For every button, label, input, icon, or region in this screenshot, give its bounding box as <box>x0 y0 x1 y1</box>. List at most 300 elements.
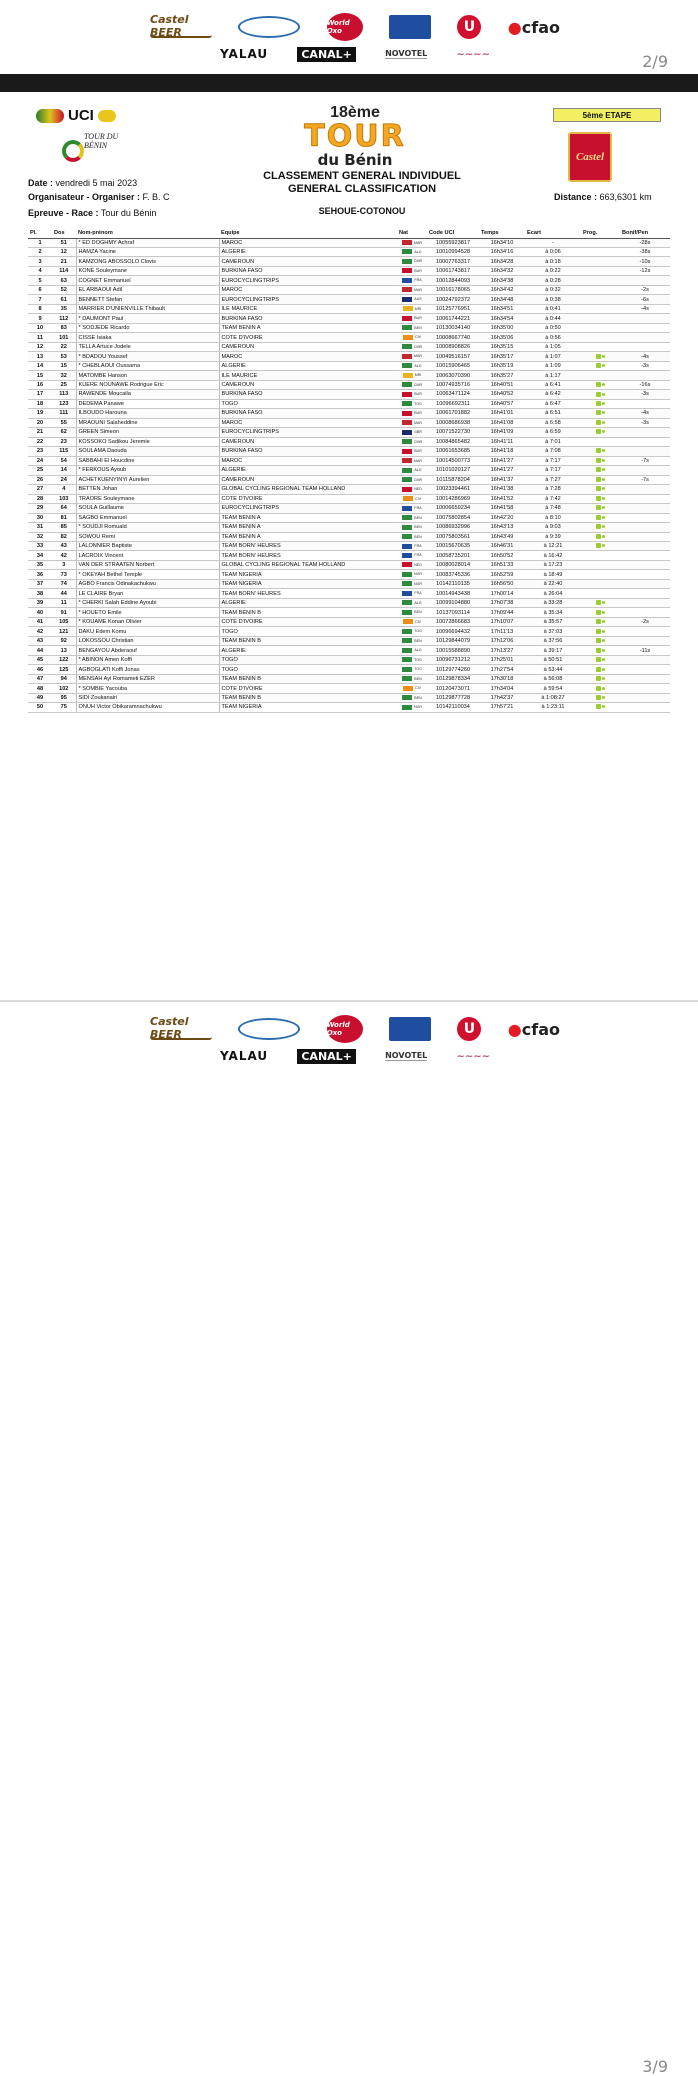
canal-plus-logo: CANAL+ <box>297 47 356 62</box>
cell-time: 16h43'49 <box>479 532 525 541</box>
cfao-logo: ● cfao <box>507 1019 560 1039</box>
u-sponsor-logo: U <box>457 15 481 39</box>
castel-logo: Castel <box>568 132 612 182</box>
cell-rider-name: TELLA Artuce Jodele <box>76 342 219 351</box>
cell-rider-name: * DAUMONT Paul <box>76 314 219 323</box>
flag-icon <box>402 525 412 530</box>
cell-nat <box>397 475 427 484</box>
flag-icon <box>402 458 412 463</box>
flag-icon <box>402 581 412 586</box>
cell-rider-name: * ED DOGHMY Achraf <box>76 238 219 247</box>
cell-rider-name: * SOMBIE Yacouba <box>76 684 219 693</box>
cell-team: BURKINA FASO <box>219 390 397 399</box>
nat-code: MRI <box>414 373 422 378</box>
table-row <box>28 333 670 342</box>
cell-team: EUROCYCLINGTRIPS <box>219 504 397 513</box>
cell-gap: à 35:57 <box>525 617 581 626</box>
progress-dot-icon <box>602 383 605 386</box>
cell-bonif <box>620 579 670 588</box>
signature-sponsor-logo: ~~~~ <box>456 48 490 60</box>
cell-bib: 35 <box>52 304 76 313</box>
cell-time: 17h25'01 <box>479 655 525 664</box>
progress-jersey-icon <box>596 410 601 415</box>
yalau-logo: YALAU <box>220 47 269 61</box>
flag-icon <box>402 534 412 539</box>
cell-uci-code: 10099104880 <box>427 598 479 607</box>
progress-jersey-icon <box>596 629 601 634</box>
flag-icon <box>402 610 412 615</box>
cell-gap: à 1:08:27 <box>525 693 581 702</box>
cell-bib: 94 <box>52 674 76 683</box>
nat-code: TOG <box>414 401 422 406</box>
cell-bonif <box>620 674 670 683</box>
cell-team: TEAM BENIN B <box>219 636 397 645</box>
cell-nat <box>397 560 427 569</box>
cell-uci-code: 10129844079 <box>427 636 479 645</box>
cell-place: 15 <box>28 371 52 380</box>
cell-nat <box>397 352 427 361</box>
cell-bonif: -11s <box>620 646 670 655</box>
cell-place: 25 <box>28 466 52 475</box>
cell-place: 5 <box>28 276 52 285</box>
cell-place: 37 <box>28 579 52 588</box>
cell-nat <box>397 665 427 674</box>
flag-icon <box>403 373 413 378</box>
cell-nat <box>397 295 427 304</box>
nat-code: ALG <box>414 363 422 368</box>
cell-gap: à 1:07 <box>525 352 581 361</box>
nat-code: FRA <box>414 506 422 511</box>
cell-uci-code: 10084865482 <box>427 437 479 446</box>
cell-team: BURKINA FASO <box>219 266 397 275</box>
cell-bonif: -38s <box>620 247 670 256</box>
cell-team: ILE MAURICE <box>219 304 397 313</box>
progress-jersey-icon <box>596 515 601 520</box>
cell-bib: 42 <box>52 551 76 560</box>
cell-team: ALGERIE <box>219 247 397 256</box>
cell-gap: à 9:03 <box>525 523 581 532</box>
cell-time: 17h57'21 <box>479 703 525 712</box>
cell-prog <box>581 266 620 275</box>
cell-team: EUROCYCLINGTRIPS <box>219 295 397 304</box>
cell-time: 17h27'54 <box>479 665 525 674</box>
cell-prog <box>581 617 620 626</box>
cell-gap: à 0:32 <box>525 285 581 294</box>
organiser-value: F. B. C <box>142 192 170 202</box>
cell-uci-code: 10075803561 <box>427 532 479 541</box>
cell-bib: 123 <box>52 399 76 408</box>
cell-team: COTE D'IVOIRE <box>219 333 397 342</box>
cell-gap: à 37:03 <box>525 627 581 636</box>
cell-bonif <box>620 523 670 532</box>
date-line <box>28 178 137 188</box>
cell-nat <box>397 428 427 437</box>
flag-icon <box>402 562 412 567</box>
cell-bonif <box>620 437 670 446</box>
cell-gap: à 0:28 <box>525 276 581 285</box>
nat-code: ALG <box>414 600 422 605</box>
cell-bonif: -4s <box>620 409 670 418</box>
progress-dot-icon <box>602 677 605 680</box>
table-row <box>28 323 670 332</box>
cell-place: 6 <box>28 285 52 294</box>
flag-icon <box>402 268 412 273</box>
cell-time: 16h41'01 <box>479 409 525 418</box>
flag-icon <box>402 544 412 549</box>
cell-prog <box>581 494 620 503</box>
flag-icon <box>402 506 412 511</box>
cell-nat <box>397 399 427 408</box>
wheel-icon <box>62 140 84 162</box>
cell-gap: à 56:08 <box>525 674 581 683</box>
cell-nat <box>397 579 427 588</box>
col-prog: Prog. <box>581 229 620 238</box>
cell-uci-code: 10061743817 <box>427 266 479 275</box>
progress-jersey-icon <box>596 429 601 434</box>
novotel-logo: NOVOTEL <box>385 49 428 58</box>
cell-rider-name: COGNET Emmanuel <box>76 276 219 285</box>
cell-bib: 102 <box>52 684 76 693</box>
cell-prog <box>581 589 620 598</box>
cell-gap: à 18:49 <box>525 570 581 579</box>
table-row <box>28 504 670 513</box>
cell-bonif <box>620 636 670 645</box>
cell-uci-code: 10086932996 <box>427 523 479 532</box>
cell-uci-code: 10061701882 <box>427 409 479 418</box>
cell-bonif: -3s <box>620 361 670 370</box>
cell-rider-name: * BDADOU Youssef <box>76 352 219 361</box>
cell-time: 16h50'52 <box>479 551 525 560</box>
cell-prog <box>581 513 620 522</box>
nat-code: MAR <box>414 458 422 463</box>
cell-place: 29 <box>28 504 52 513</box>
page-indicator-bottom: 3/9 <box>642 2057 668 2076</box>
distance-label: Distance : <box>554 192 598 202</box>
cell-prog <box>581 342 620 351</box>
cell-place: 4 <box>28 266 52 275</box>
progress-jersey-icon <box>596 667 601 672</box>
cell-bonif: -12s <box>620 266 670 275</box>
flag-icon <box>402 344 412 349</box>
cell-bib: 121 <box>52 627 76 636</box>
cell-bib: 101 <box>52 333 76 342</box>
table-row <box>28 314 670 323</box>
cell-uci-code: 10074935716 <box>427 380 479 389</box>
cell-bib: 85 <box>52 523 76 532</box>
flag-icon <box>402 657 412 662</box>
cell-rider-name: MATOMBE Hanson <box>76 371 219 380</box>
cell-time: 16h41'37 <box>479 475 525 484</box>
cell-rider-name: DEDEMA Panawe <box>76 399 219 408</box>
cell-bib: 11 <box>52 598 76 607</box>
table-row <box>28 466 670 475</box>
yalau-logo: YALAU <box>220 1049 269 1063</box>
cell-bib: 113 <box>52 390 76 399</box>
cell-bonif: -3s <box>620 418 670 427</box>
table-row <box>28 551 670 560</box>
nat-code: NGR <box>414 572 422 577</box>
cell-bonif <box>620 333 670 342</box>
cell-nat <box>397 646 427 655</box>
cell-time: 16h41'18 <box>479 447 525 456</box>
table-row <box>28 693 670 702</box>
cell-prog <box>581 314 620 323</box>
cell-rider-name: BENGAYOU Abderaouf <box>76 646 219 655</box>
cell-nat <box>397 257 427 266</box>
cell-rider-name: KOSSOKO Sadikou Jeremie <box>76 437 219 446</box>
cell-bib: 64 <box>52 504 76 513</box>
cell-uci-code: 10125776951 <box>427 304 479 313</box>
table-row <box>28 409 670 418</box>
cell-gap: à 1:17 <box>525 371 581 380</box>
cell-bib: 51 <box>52 238 76 247</box>
cell-time: 16h34'51 <box>479 304 525 313</box>
cell-rider-name: SOULAMA Daouda <box>76 447 219 456</box>
progress-dot-icon <box>602 535 605 538</box>
nat-code: NGR <box>414 705 422 710</box>
cell-bib: 112 <box>52 314 76 323</box>
cell-team: BURKINA FASO <box>219 409 397 418</box>
progress-dot-icon <box>602 516 605 519</box>
nat-code: CIV <box>415 496 421 501</box>
race-label: Epreuve - Race : <box>28 208 99 218</box>
cell-time: 16h41'38 <box>479 485 525 494</box>
cell-team: ALGERIE <box>219 466 397 475</box>
cell-gap: à 0:22 <box>525 266 581 275</box>
progress-dot-icon <box>602 449 605 452</box>
cell-bonif <box>620 693 670 702</box>
cell-team: EUROCYCLINGTRIPS <box>219 276 397 285</box>
table-body <box>28 238 670 712</box>
table-row <box>28 390 670 399</box>
cell-rider-name: * CHERKI Salah Eddine Ayoubi <box>76 598 219 607</box>
cell-prog <box>581 655 620 664</box>
cell-gap: à 6:41 <box>525 380 581 389</box>
progress-jersey-icon <box>596 524 601 529</box>
cell-prog <box>581 371 620 380</box>
cell-nat <box>397 409 427 418</box>
cell-bib: 21 <box>52 257 76 266</box>
cell-uci-code: 10063471124 <box>427 390 479 399</box>
cell-uci-code: 10015588890 <box>427 646 479 655</box>
cell-place: 10 <box>28 323 52 332</box>
cell-place: 7 <box>28 295 52 304</box>
cell-time: 16h43'13 <box>479 523 525 532</box>
cell-nat <box>397 684 427 693</box>
cell-prog <box>581 456 620 465</box>
novotel-logo: NOVOTEL <box>385 1051 428 1060</box>
cell-bib: 111 <box>52 409 76 418</box>
cell-prog <box>581 703 620 712</box>
nat-code: FRA <box>414 278 422 283</box>
castel-beer-logo: Castel BEER <box>150 1018 212 1040</box>
table-row <box>28 361 670 370</box>
cell-bib: 82 <box>52 532 76 541</box>
oval-sponsor-logo <box>238 16 300 38</box>
route-label: SEHOUE-COTONOU <box>318 206 406 216</box>
cell-rider-name: ONUH Victor Obikaramnachukwu <box>76 703 219 712</box>
cell-nat <box>397 523 427 532</box>
cell-time: 17h11'13 <box>479 627 525 636</box>
castel-beer-logo: Castel BEER <box>150 16 212 38</box>
cell-place: 42 <box>28 627 52 636</box>
cell-place: 50 <box>28 703 52 712</box>
cell-prog <box>581 560 620 569</box>
cell-team: CAMEROUN <box>219 437 397 446</box>
cell-gap: à 0:38 <box>525 295 581 304</box>
cell-team: BURKINA FASO <box>219 314 397 323</box>
progress-jersey-icon <box>596 420 601 425</box>
cell-prog <box>581 608 620 617</box>
progress-dot-icon <box>602 696 605 699</box>
progress-dot-icon <box>602 639 605 642</box>
cell-rider-name: LACROIX Vincent <box>76 551 219 560</box>
cell-bib: 44 <box>52 589 76 598</box>
nat-code: BUR <box>414 316 422 321</box>
table-row <box>28 636 670 645</box>
cell-place: 8 <box>28 304 52 313</box>
progress-dot-icon <box>602 506 605 509</box>
cell-time: 16h52'59 <box>479 570 525 579</box>
cell-time: 16h35'17 <box>479 352 525 361</box>
cell-nat <box>397 494 427 503</box>
progress-jersey-icon <box>596 534 601 539</box>
cell-nat <box>397 598 427 607</box>
cell-gap: à 7:17 <box>525 466 581 475</box>
uci-text: UCI <box>68 107 94 124</box>
cell-bonif <box>620 504 670 513</box>
cell-bib: 32 <box>52 371 76 380</box>
cell-bonif <box>620 608 670 617</box>
cell-nat <box>397 674 427 683</box>
cell-team: GLOBAL CYCLING REGIONAL TEAM HOLLAND <box>219 560 397 569</box>
cell-place: 39 <box>28 598 52 607</box>
cell-bonif <box>620 589 670 598</box>
cell-gap: à 35:34 <box>525 608 581 617</box>
cell-rider-name: RAWENDE Moucaila <box>76 390 219 399</box>
cell-place: 33 <box>28 542 52 551</box>
cell-team: CAMEROUN <box>219 475 397 484</box>
nat-code: BUR <box>414 449 422 454</box>
cell-nat <box>397 333 427 342</box>
progress-dot-icon <box>602 620 605 623</box>
cell-gap: à 6:47 <box>525 399 581 408</box>
progress-jersey-icon <box>596 486 601 491</box>
cell-nat <box>397 570 427 579</box>
cell-team: ALGERIE <box>219 598 397 607</box>
table-row <box>28 342 670 351</box>
table-row <box>28 352 670 361</box>
cell-time: 16h51'33 <box>479 560 525 569</box>
cell-bib: 52 <box>52 285 76 294</box>
cell-uci-code: 10015670635 <box>427 542 479 551</box>
cell-bonif <box>620 485 670 494</box>
cell-uci-code: 10101020127 <box>427 466 479 475</box>
nat-code: NGR <box>414 581 422 586</box>
cell-gap: à 12:21 <box>525 542 581 551</box>
cell-uci-code: 10142110034 <box>427 703 479 712</box>
col-uci-code: Code UCI <box>427 229 479 238</box>
cell-rider-name: KAMZONG ABOSSOLO Clovis <box>76 257 219 266</box>
cell-nat <box>397 504 427 513</box>
cell-place: 44 <box>28 646 52 655</box>
cell-place: 24 <box>28 456 52 465</box>
cell-bib: 24 <box>52 475 76 484</box>
progress-jersey-icon <box>596 610 601 615</box>
cell-gap: à 16:42 <box>525 551 581 560</box>
progress-jersey-icon <box>596 401 601 406</box>
table-row <box>28 447 670 456</box>
cell-time: 17h09'44 <box>479 608 525 617</box>
progress-jersey-icon <box>596 382 601 387</box>
cell-gap: à 9:39 <box>525 532 581 541</box>
flag-icon <box>402 487 412 492</box>
cell-bib: 53 <box>52 352 76 361</box>
cell-uci-code: 10129877728 <box>427 693 479 702</box>
cell-bonif: -7s <box>620 456 670 465</box>
progress-dot-icon <box>602 497 605 500</box>
nat-code: BEN <box>414 534 422 539</box>
cell-time: 17h13'27 <box>479 646 525 655</box>
cell-bonif <box>620 598 670 607</box>
cell-gap: à 7:27 <box>525 475 581 484</box>
cell-nat <box>397 655 427 664</box>
cell-uci-code: 10024792372 <box>427 295 479 304</box>
cell-gap: à 33:28 <box>525 598 581 607</box>
nat-code: BUR <box>414 268 422 273</box>
cell-time: 16h35'00 <box>479 323 525 332</box>
cell-team: ALGERIE <box>219 361 397 370</box>
cell-bonif <box>620 560 670 569</box>
progress-dot-icon <box>602 402 605 405</box>
cell-gap: à 53:44 <box>525 665 581 674</box>
cell-team: ILE MAURICE <box>219 371 397 380</box>
cell-uci-code: 10063070390 <box>427 371 479 380</box>
cell-bib: 43 <box>52 542 76 551</box>
cell-uci-code: 10023394461 <box>427 485 479 494</box>
cell-team: TOGO <box>219 665 397 674</box>
nat-code: CIV <box>415 686 421 691</box>
cell-bib: 75 <box>52 703 76 712</box>
cell-prog <box>581 304 620 313</box>
cell-uci-code: 10008686938 <box>427 418 479 427</box>
cell-bib: 92 <box>52 636 76 645</box>
cell-nat <box>397 314 427 323</box>
cell-uci-code: 10016178065 <box>427 285 479 294</box>
cell-bonif: -2s <box>620 285 670 294</box>
cell-rider-name: MARRIER D'UNIENVILLE Thibault <box>76 304 219 313</box>
cell-rider-name: EL ARBAOUI Adil <box>76 285 219 294</box>
cell-time: 16h41'52 <box>479 494 525 503</box>
progress-dot-icon <box>602 630 605 633</box>
col-place: Pl. <box>28 229 52 238</box>
progress-jersey-icon <box>596 600 601 605</box>
cell-team: COTE D'IVOIRE <box>219 494 397 503</box>
cell-team: MAROC <box>219 352 397 361</box>
cell-bib: 114 <box>52 266 76 275</box>
cell-place: 46 <box>28 665 52 674</box>
blue-sponsor-logo <box>389 1017 431 1041</box>
cell-prog <box>581 466 620 475</box>
flag-icon <box>402 638 412 643</box>
cell-rider-name: AGBOGLATI Koffi Jonas <box>76 665 219 674</box>
progress-dot-icon <box>602 393 605 396</box>
progress-jersey-icon <box>596 505 601 510</box>
cell-bib: 103 <box>52 494 76 503</box>
cell-uci-code: 10072866683 <box>427 617 479 626</box>
cell-team: MAROC <box>219 238 397 247</box>
table-row <box>28 475 670 484</box>
